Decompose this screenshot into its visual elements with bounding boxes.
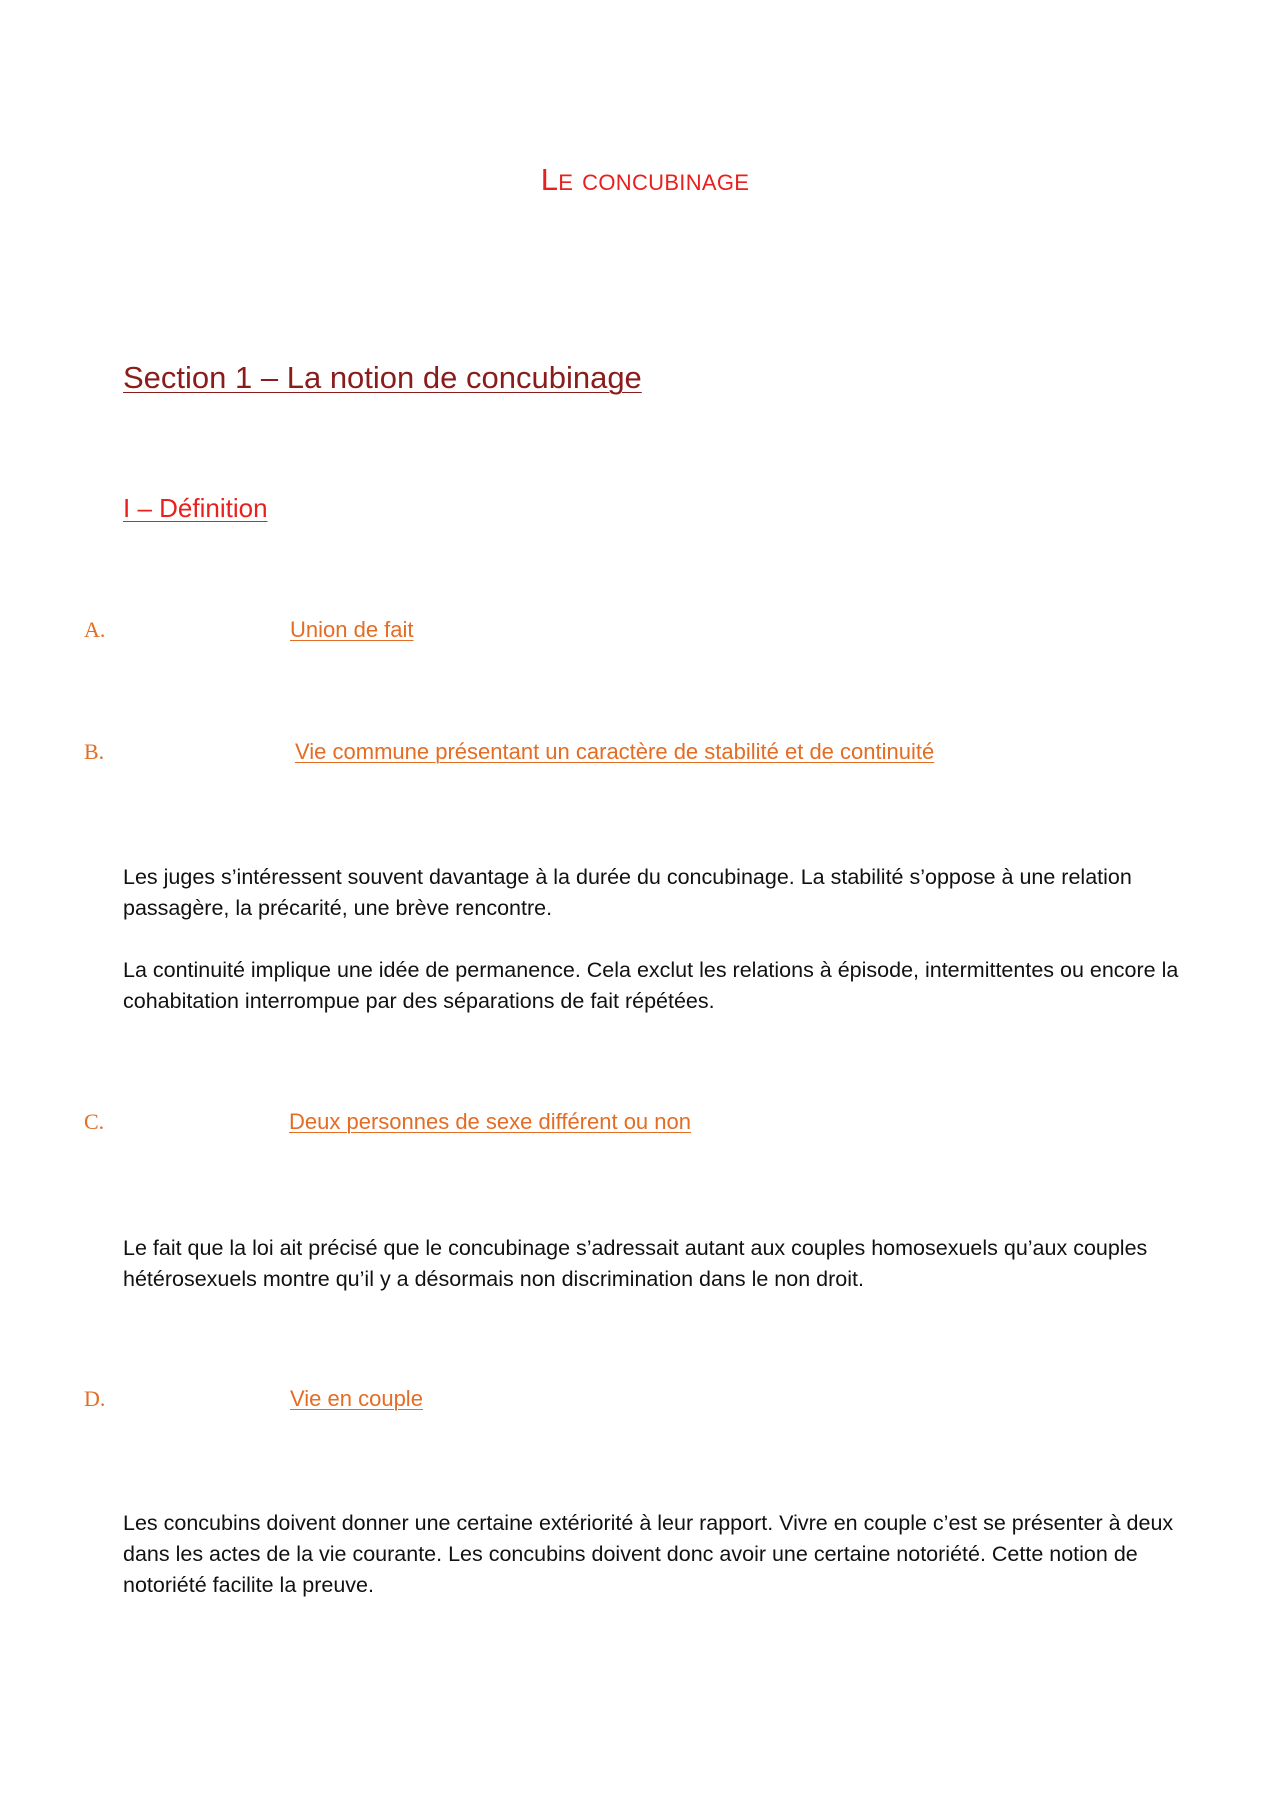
paragraph-continuite: La continuité implique une idée de permanence. Cela exclut les relations à épisode, intermittentes ou encore la cohabitation interrompue par des séparations de fait répétées. (123, 958, 1179, 1013)
item-d-letter: D. (84, 1386, 106, 1411)
item-a-title: Union de fait (290, 617, 414, 642)
subsection-heading: I – Définition (123, 493, 268, 523)
paragraph-couple: Les concubins doivent donner une certaine extériorité à leur rapport. Vivre en couple c’est se présenter à deux dans les actes de la vie courante. Les concubins doivent donc avoir une certaine notoriété. Cette notion de notoriété facilite la preuve. (123, 1511, 1174, 1597)
item-a-letter: A. (84, 617, 106, 642)
item-c-title: Deux personnes de sexe différent ou non (289, 1109, 691, 1134)
item-d-title: Vie en couple (290, 1386, 423, 1411)
section-heading: Section 1 – La notion de concubinage (123, 360, 642, 395)
item-c-letter: C. (84, 1109, 105, 1134)
paragraph-stabilite: Les juges s’intéressent souvent davantage à la durée du concubinage. La stabilité s’oppose à une relation passagère, la précarité, une brève rencontre. (123, 865, 1132, 920)
document-title-text: Le concubinage (540, 162, 750, 197)
item-b-letter: B. (84, 739, 105, 764)
document-title (0, 162, 1280, 198)
item-b-title: Vie commune présentant un caractère de stabilité et de continuité (295, 739, 935, 764)
paragraph-sexe: Le fait que la loi ait précisé que le concubinage s’adressait autant aux couples homosexuels qu’aux couples hétérosexuels montre qu’il y a désormais non discrimination dans le non droit. (123, 1236, 1148, 1291)
